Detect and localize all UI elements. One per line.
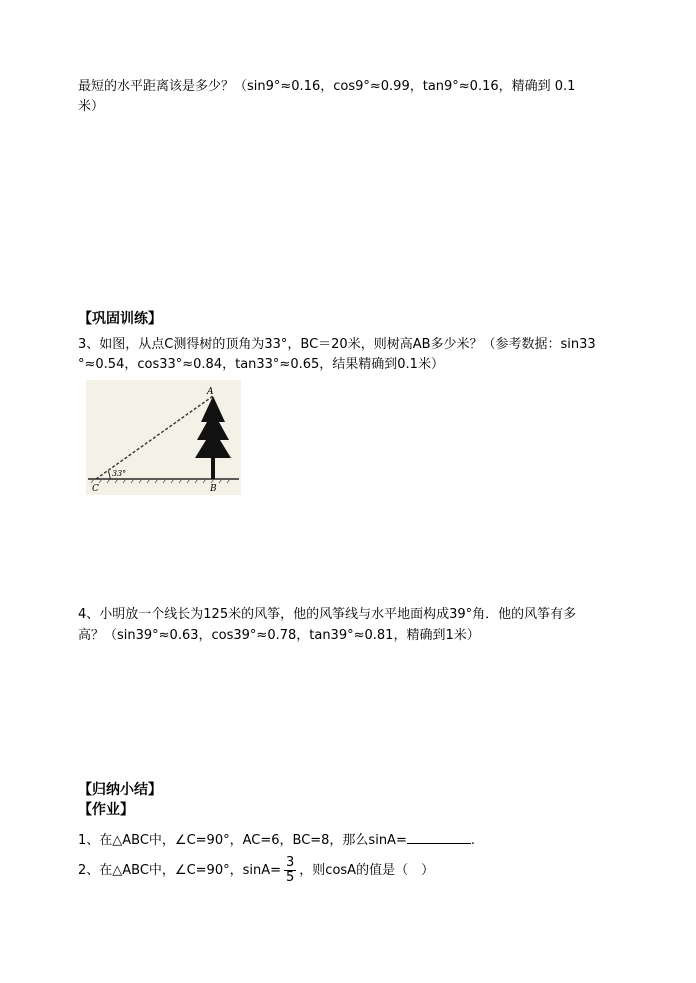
section-homework-heading: 【作业】: [78, 802, 134, 818]
section-summary-heading: 【归纳小结】: [78, 782, 162, 798]
point-a-label: A: [207, 387, 214, 397]
q4-line1: 4、小明放一个线长为125米的风筝，他的风筝线与水平地面构成39°角．他的风筝有多: [78, 607, 577, 622]
hw1-text: 1、在△ABC中，∠C=90°，AC=6，BC=8，那么sinA=: [78, 833, 407, 848]
angle-label: 33°: [112, 469, 127, 478]
tree-trunk: [211, 458, 215, 479]
hw2-prefix: 2、在△ABC中，∠C=90°，sinA=: [78, 863, 282, 878]
q4-line2: 高？（sin39°≈0.63，cos39°≈0.78，tan39°≈0.81，精确到1米）: [78, 628, 480, 643]
hw1-end: .: [470, 833, 475, 848]
tree-triangle-figure: [86, 380, 241, 495]
q-prev-line1: 最短的水平距离该是多少？（sin9°≈0.16，cos9°≈0.99，tan9°≈0.16，精确到 0.1: [78, 79, 576, 94]
hw2-fraction-denominator: 5: [286, 870, 295, 885]
hw2-fraction-numerator: 3: [286, 855, 295, 870]
q3-line2: °≈0.54，cos33°≈0.84，tan33°≈0.65，结果精确到0.1米）: [78, 357, 444, 372]
hw1-line: [78, 831, 475, 850]
section-consolidate-heading: 【巩固训练】: [78, 311, 162, 327]
hw2-fraction: [284, 856, 296, 885]
q3-line1: 3、如图，从点C测得树的顶角为33°，BC＝20米，则树高AB多少米？（参考数据：sin33: [78, 337, 596, 352]
point-c-label: C: [92, 484, 99, 494]
q-prev-line2: 米）: [78, 99, 105, 114]
point-b-label: B: [210, 484, 217, 494]
hw2-suffix: ，则cosA的值是（ ）: [299, 863, 435, 878]
hw2-line: [78, 856, 434, 885]
hw1-answer-blank: [407, 831, 471, 844]
